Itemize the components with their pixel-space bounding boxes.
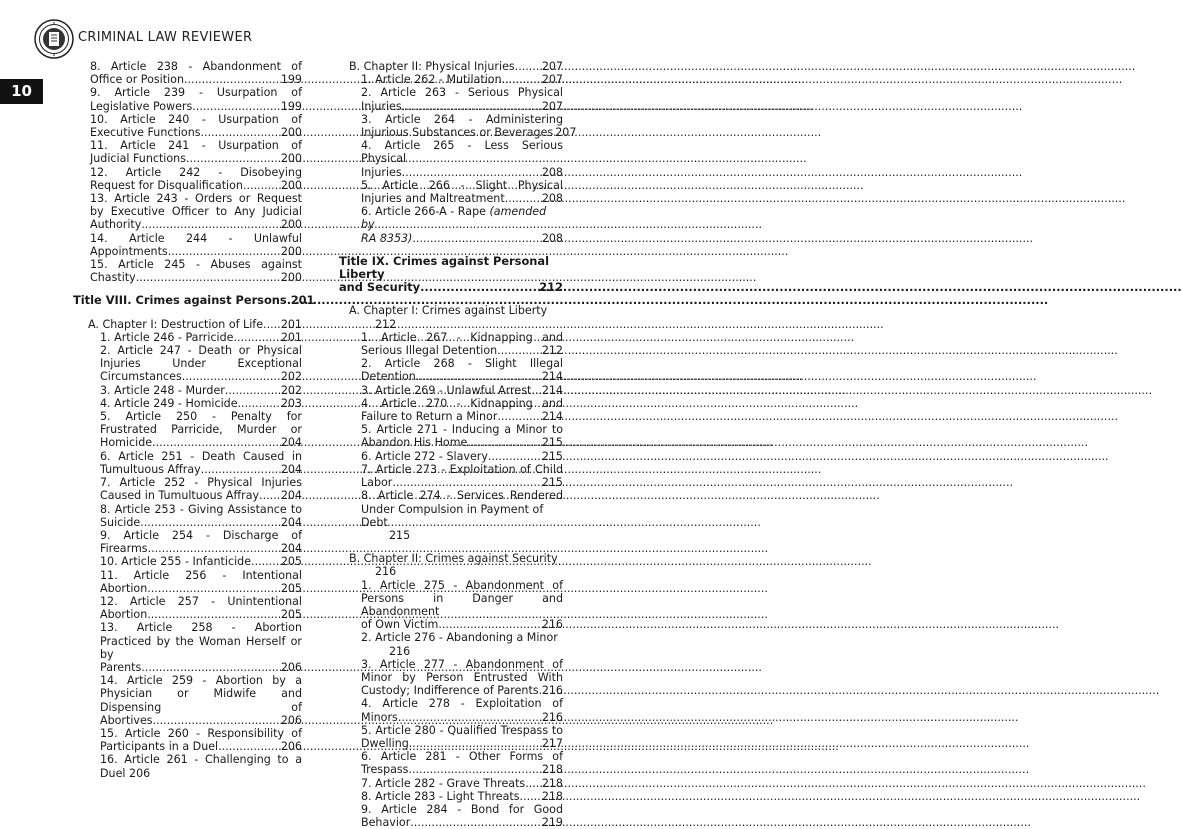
page-ref: 202	[280, 370, 302, 384]
toc-entry[interactable]: 7. Article 273 - Exploitation of Child Labor ..... 215	[339, 463, 563, 489]
page-ref: 219	[541, 816, 563, 829]
page-ref: 207	[555, 126, 577, 140]
entry-text: 10. Article 240 - Usurpation of	[90, 112, 302, 126]
toc-entry[interactable]: 6. Article 272 - Slavery ..... 215	[339, 450, 563, 463]
toc-entry[interactable]: 1. Article 246 - Parricide ..... 201	[78, 331, 302, 344]
page-ref: 200	[280, 126, 302, 140]
page-ref: 207	[541, 60, 563, 73]
toc-entry[interactable]: 13. Article 258 - Abortion Practiced by the Woman Herself or by Parents ..... 206	[78, 621, 302, 674]
page-ref: 206	[280, 740, 302, 754]
toc-right-column	[339, 60, 577, 829]
toc-entry[interactable]: 12. Article 242 - Disobeying Request for Disqualification ..... 200	[78, 166, 302, 192]
toc-entry[interactable]: 9. Article 239 - Usurpation of Legislative Powers ..... 199	[78, 86, 302, 112]
toc-entry[interactable]: 8. Article 283 - Light Threats ..... 218	[339, 790, 563, 803]
toc-entry[interactable]: 5. Article 266 - Slight Physical Injuries and Maltreatment ..... 208	[339, 179, 563, 205]
toc-entry[interactable]: 11. Article 241 - Usurpation of Judicial Functions ..... 200	[78, 139, 302, 165]
toc-entry[interactable]: 2. Article 276 - Abandoning a Minor 216	[339, 631, 563, 657]
page-ref: 203	[280, 396, 302, 410]
toc-entry[interactable]: 4. Article 278 - Exploitation of Minors ..... 216	[339, 697, 563, 723]
page-ref: 204	[280, 489, 302, 503]
toc-entry[interactable]: 12. Article 257 - Unintentional Abortion ..... 205	[78, 595, 302, 621]
page-ref: 216	[389, 644, 411, 658]
toc-entry[interactable]: 1. Article 275 - Abandonment of Persons in Danger and Abandonment of Own Victim ..... 216	[339, 579, 563, 632]
page-ref: 200	[280, 152, 302, 166]
toc-entry[interactable]: 7. Article 252 - Physical Injuries Caused in Tumultuous Affray ..... 204	[78, 476, 302, 502]
toc-entry[interactable]: 3. Article 248 - Murder ..... 202	[78, 384, 302, 397]
toc-entry[interactable]: 6. Article 266-A - Rape (amended by RA 8353) ..... 208	[339, 205, 563, 245]
toc-entry[interactable]: 3. Article 264 - Administering Injurious Substances or Beverages ..... 207	[339, 113, 563, 139]
book-title: CRIMINAL LAW REVIEWER	[78, 30, 253, 45]
toc-entry[interactable]: 2. Article 263 - Serious Physical Injuries ..... 207	[339, 86, 563, 112]
toc-entry[interactable]: 14. Article 259 - Abortion by a Physician or Midwife and Dispensing of Abortives ..... 206	[78, 674, 302, 727]
page-ref: 216	[375, 565, 397, 579]
entry-text: 14. Article 244 - Unlawful	[90, 231, 302, 245]
toc-chapter[interactable]: B. Chapter II: Physical Injuries ..... 207	[339, 60, 563, 73]
page-ref: 212	[539, 280, 563, 295]
page-ref: 204	[280, 436, 302, 450]
entry-text: 9. Article 239 - Usurpation of	[90, 86, 302, 100]
toc-entry[interactable]: 3. Article 269 - Unlawful Arrest ..... 214	[339, 384, 563, 397]
entry-text: 13. Article 243 - Orders or Request	[90, 192, 302, 206]
page-ref: 200	[280, 178, 302, 192]
page-ref: 205	[280, 581, 302, 595]
toc-entry[interactable]: 14. Article 244 - Unlawful Appointments ..... 200	[78, 232, 302, 258]
page-ref: 216	[541, 684, 563, 698]
page-ref: 204	[280, 462, 302, 476]
seal-logo-icon	[34, 19, 74, 59]
page-ref: 207	[541, 99, 563, 113]
page-ref: 204	[280, 542, 302, 556]
page-ref: 212	[541, 344, 563, 358]
toc-chapter[interactable]: A. Chapter I: Destruction of Life ..... 201	[78, 318, 302, 331]
toc-left-column	[73, 60, 315, 780]
page-ref: 208	[541, 192, 563, 206]
page-ref: 207	[541, 73, 563, 87]
toc-entry[interactable]: 13. Article 243 - Orders or Request by Executive Officer to Any Judicial Authority ..... 200	[78, 192, 302, 232]
toc-entry[interactable]: 2. Article 268 - Slight Illegal Detention ..... 214	[339, 357, 563, 383]
page-ref: 206	[280, 713, 302, 727]
toc-entry[interactable]: 16. Article 261 - Challenging to a Duel 206	[100, 753, 302, 780]
toc-entry[interactable]: 8. Article 253 - Giving Assistance to Suicide ..... 204	[78, 503, 302, 529]
toc-entry[interactable]: 4. Article 265 - Less Serious Physical Injuries ..... 208	[339, 139, 563, 179]
page-ref: 216	[541, 618, 563, 632]
toc-entry[interactable]: 1. Article 267 - Kidnapping and Serious Illegal Detention ..... 212	[339, 331, 563, 357]
page-ref: 215	[389, 528, 411, 542]
entry-text: 11. Article 241 - Usurpation of	[90, 139, 302, 153]
page-ref: 218	[541, 776, 563, 790]
page-ref: 215	[541, 449, 563, 463]
page-ref: 216	[541, 710, 563, 724]
page-ref: 212	[375, 317, 397, 331]
toc-entry[interactable]: 1. Article 262 - Mutilation ..... 207	[339, 73, 563, 86]
toc-entry[interactable]: 4. Article 249 - Homicide ..... 203	[78, 397, 302, 410]
toc-entry[interactable]: 10. Article 255 - Infanticide ..... 205	[78, 555, 302, 568]
toc-entry[interactable]: 6. Article 281 - Other Forms of Trespass ..... 218	[339, 750, 563, 776]
toc-entry[interactable]: 11. Article 256 - Intentional Abortion ..... 205	[78, 569, 302, 595]
page-ref: 199	[280, 99, 302, 113]
entry-text: 8. Article 238 - Abandonment of	[90, 60, 302, 73]
page-ref: 208	[541, 231, 563, 245]
page-ref: 200	[280, 218, 302, 232]
page-ref: 205	[280, 608, 302, 622]
page-ref: 200	[280, 244, 302, 258]
entry-text: 12. Article 242 - Disobeying	[90, 165, 302, 179]
page-number: 10	[0, 79, 43, 104]
page-ref: 206	[280, 660, 302, 674]
page-ref: 199	[280, 73, 302, 87]
toc-entry[interactable]: 8. Article 238 - Abandonment of Office or Position ..... 199	[78, 60, 302, 86]
toc-entry[interactable]: 15. Article 245 - Abuses against Chastity ..... 200	[78, 258, 302, 284]
page-ref: 201	[280, 317, 302, 331]
toc-entry[interactable]: 7. Article 282 - Grave Threats ..... 218	[339, 777, 563, 790]
page-ref: 215	[541, 436, 563, 450]
entry-text: 15. Article 245 - Abuses against	[90, 258, 302, 272]
page-ref: 215	[541, 476, 563, 490]
toc-title-ix[interactable]: Title IX. Crimes against Personal Liberty and Security ..... 212	[339, 255, 563, 295]
toc-entry[interactable]: 6. Article 251 - Death Caused in Tumultuous Affray ..... 204	[78, 450, 302, 476]
page-ref: 218	[541, 763, 563, 777]
toc-entry[interactable]: 3. Article 277 - Abandonment of Minor by Person Entrusted With Custody; Indifference of Parents ..... 216	[339, 658, 563, 698]
toc-entry[interactable]: 5. Article 250 - Penalty for Frustrated Parricide, Murder or Homicide ..... 204	[78, 410, 302, 450]
page-ref: 202	[280, 383, 302, 397]
toc-entry[interactable]: 15. Article 260 - Responsibility of Participants in a Duel ..... 206	[78, 727, 302, 753]
page-ref: 200	[280, 271, 302, 285]
toc-entry[interactable]: 9. Article 284 - Bond for Good Behavior ..... 219	[339, 803, 563, 829]
toc-title-viii[interactable]: Title VIII. Crimes against Persons ..... 201	[73, 294, 302, 307]
page-ref: 208	[541, 165, 563, 179]
page-ref: 204	[280, 515, 302, 529]
toc-chapter[interactable]: B. Chapter II: Crimes against Security 216	[339, 552, 563, 578]
toc-entry[interactable]: 9. Article 254 - Discharge of Firearms ..... 204	[78, 529, 302, 555]
toc-entry[interactable]: 10. Article 240 - Usurpation of Executive Functions ..... 200	[78, 113, 302, 139]
page-ref: 218	[541, 789, 563, 803]
toc-entry[interactable]: 5. Article 280 - Qualified Trespass to Dwelling ..... 217	[339, 724, 563, 750]
entry-text: by Executive Officer to Any Judicial	[90, 205, 302, 219]
toc-entry[interactable]: 8. Article 274 - Services Rendered Under Compulsion in Payment of Debt 215	[361, 489, 563, 542]
toc-entry[interactable]: 4. Article 270 - Kidnapping and Failure to Return a Minor ..... 214	[339, 397, 563, 423]
page-ref: 214	[541, 410, 563, 424]
toc-entry[interactable]: 5. Article 271 - Inducing a Minor to Abandon His Home ..... 215	[339, 423, 563, 449]
toc-entry[interactable]: 2. Article 247 - Death or Physical Injuries Under Exceptional Circumstances ..... 202	[78, 344, 302, 384]
page-ref: 214	[541, 383, 563, 397]
page-ref: 217	[541, 736, 563, 750]
page-ref: 214	[541, 370, 563, 384]
page-ref: 201	[290, 293, 315, 308]
toc-chapter[interactable]: A. Chapter I: Crimes against Liberty 212	[339, 304, 563, 330]
page-ref: 201	[280, 330, 302, 344]
page-ref: 205	[280, 555, 302, 569]
